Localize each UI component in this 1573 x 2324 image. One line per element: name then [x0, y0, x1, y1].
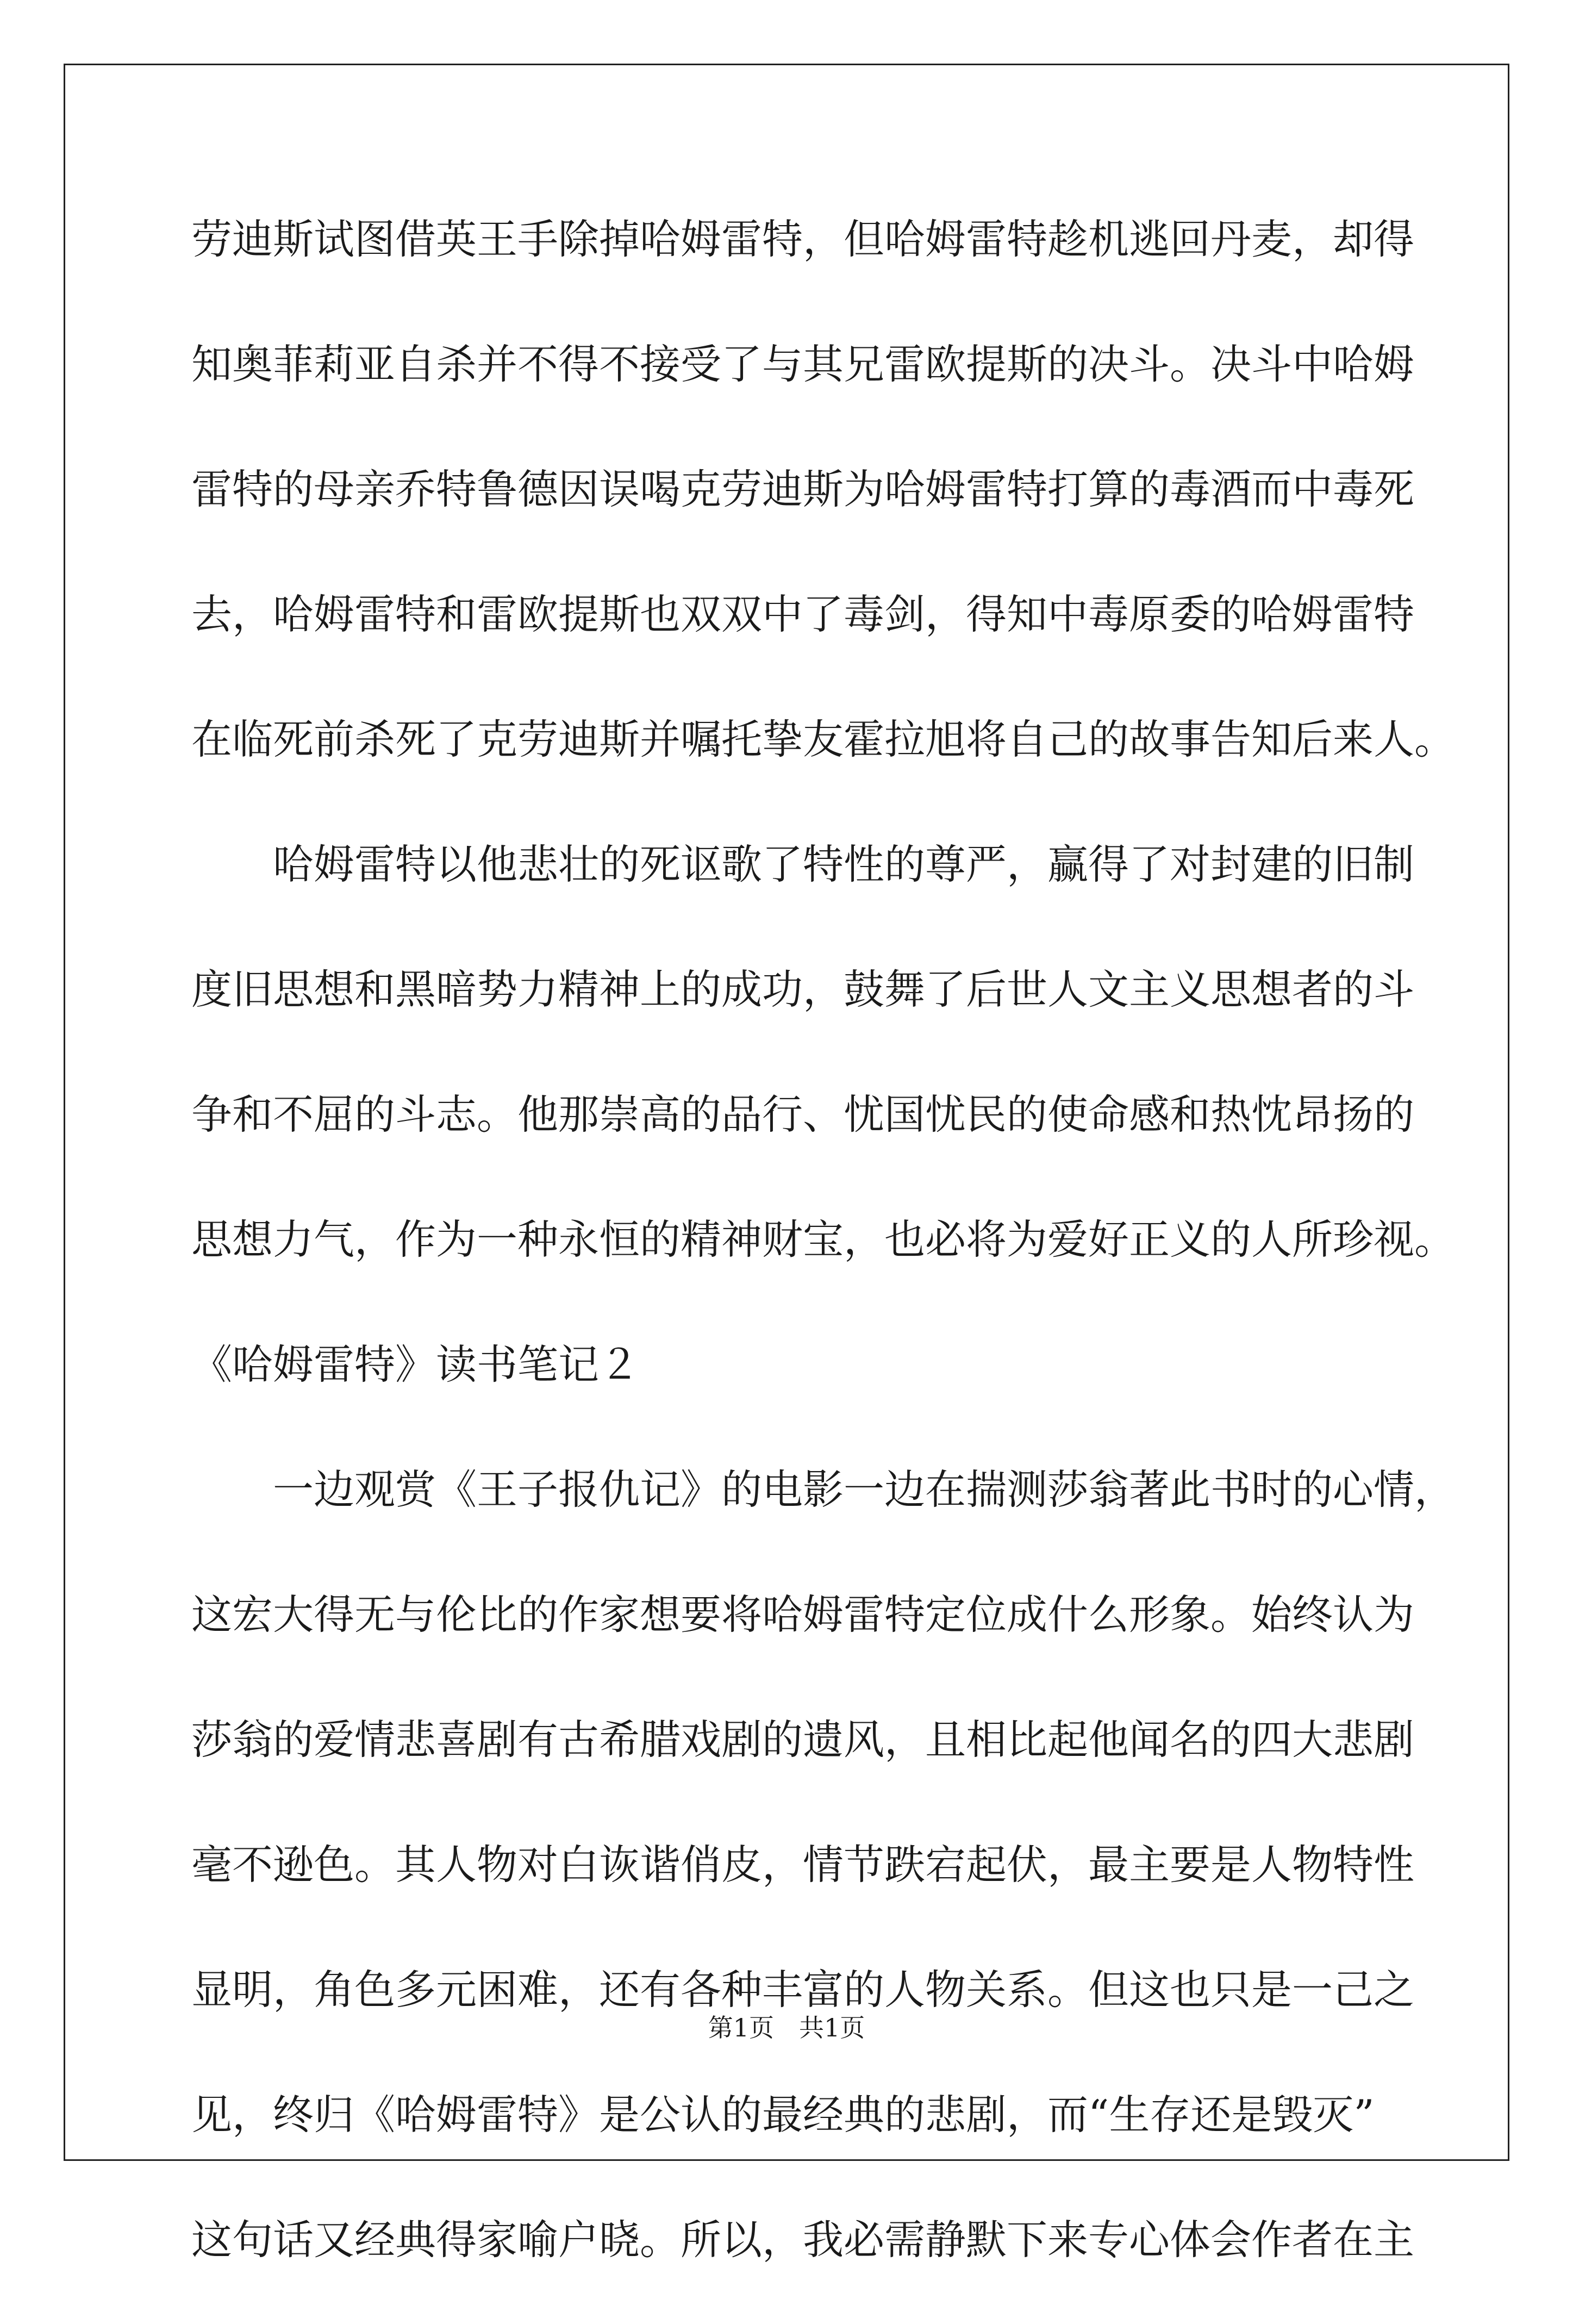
text-line: 莎翁的爱情悲喜剧有古希腊戏剧的遗风，且相比起他闻名的四大悲剧 [191, 1716, 1415, 1764]
text-line: 毫不逊色。其人物对白诙谐俏皮，情节跌宕起伏，最主要是人物特性 [191, 1841, 1415, 1889]
text-line: 雷特的母亲乔特鲁德因误喝克劳迪斯为哈姆雷特打算的毒酒而中毒死 [191, 465, 1415, 513]
document-body [191, 198, 1456, 2324]
text-line: 这宏大得无与伦比的作家想要将哈姆雷特定位成什么形象。始终认为 [191, 1591, 1415, 1638]
text-line: 这句话又经典得家喻户晓。所以，我必需静默下来专心体会作者在主 [191, 2216, 1415, 2264]
page-footer: 第1页 共1页 [708, 2013, 865, 2042]
text-line: 度旧思想和黑暗势力精神上的成功，鼓舞了后世人文主义思想者的斗 [191, 965, 1415, 1013]
text-line: 哈姆雷特以他悲壮的死讴歌了特性的尊严，赢得了对封建的旧制 [191, 840, 1415, 888]
text-line: 劳迪斯试图借英王手除掉哈姆雷特，但哈姆雷特趁机逃回丹麦，却得 [191, 215, 1415, 263]
text-line: 去，哈姆雷特和雷欧提斯也双双中了毒剑，得知中毒原委的哈姆雷特 [191, 590, 1415, 638]
text-line: 一边观赏《王子报仇记》的电影一边在揣测莎翁著此书时的心情， [191, 1466, 1456, 1513]
text-line: 在临死前杀死了克劳迪斯并嘱托挚友霍拉旭将自己的故事告知后来人。 [191, 715, 1456, 763]
text-line: 知奥菲莉亚自杀并不得不接受了与其兄雷欧提斯的决斗。决斗中哈姆 [191, 340, 1415, 388]
text-line: 争和不屈的斗志。他那崇高的品行、忧国忧民的使命感和热忱昂扬的 [191, 1091, 1415, 1138]
text-line: 思想力气，作为一种永恒的精神财宝，也必将为爱好正义的人所珍视。 [191, 1216, 1456, 1263]
section-heading: 《哈姆雷特》读书笔记２ [191, 1341, 640, 1388]
text-line: 见，终归《哈姆雷特》是公认的最经典的悲剧，而“生存还是毁灭” [191, 2091, 1375, 2139]
text-line: 显明，角色多元困难，还有各种丰富的人物关系。但这也只是一己之 [191, 1966, 1415, 2014]
